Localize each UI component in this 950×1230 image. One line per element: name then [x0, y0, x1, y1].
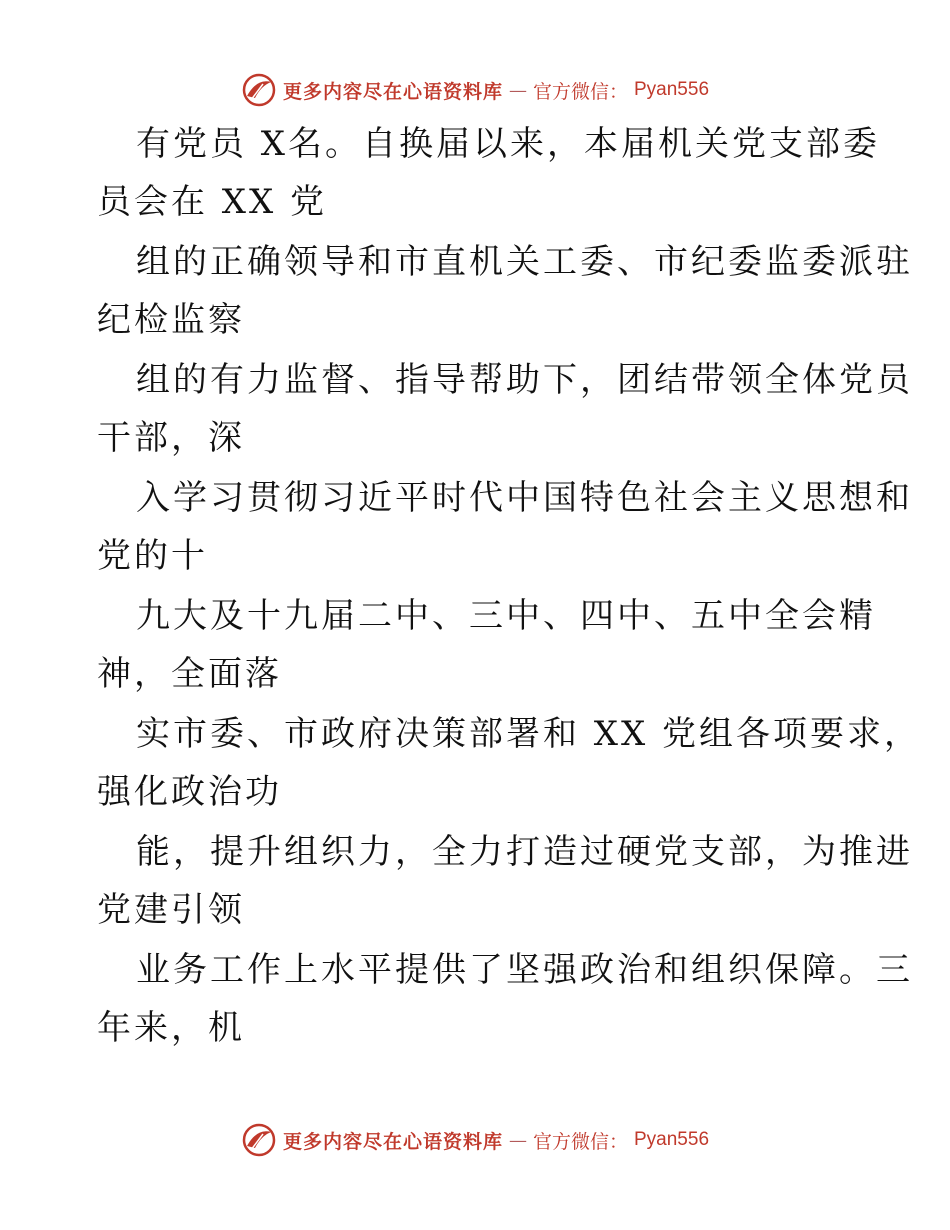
- watermark-wechat-label: 官方微信：: [532, 1130, 628, 1153]
- footer-watermark: [0, 1120, 950, 1160]
- pen-logo-icon: [241, 1122, 277, 1158]
- watermark-wechat-label: 官方微信：: [532, 80, 628, 103]
- text-line: 组的正确领导和市直机关工委、市纪委监委派驻: [136, 242, 913, 282]
- text-line: 业务工作上水平提供了坚强政治和组织保障。三: [136, 950, 913, 990]
- watermark-wechat-id: Pyan556: [634, 1129, 710, 1150]
- text-line: 年来，机: [97, 1008, 245, 1048]
- text-line: 强化政治功: [97, 772, 282, 812]
- text-line: 实市委、市政府决策部署和 XX 党组各项要求，: [136, 714, 922, 754]
- watermark-site-text: 更多内容尽在心语资料库: [282, 1130, 503, 1153]
- watermark-separator: —: [508, 79, 527, 101]
- text-line: 党建引领: [97, 890, 245, 930]
- text-line: 纪检监察: [97, 300, 245, 340]
- pen-logo-icon: [241, 72, 277, 108]
- text-line: 员会在 XX 党: [97, 182, 328, 222]
- watermark-wechat-id: Pyan556: [634, 79, 710, 100]
- text-line: 党的十: [97, 536, 208, 576]
- text-line: 九大及十九届二中、三中、四中、五中全会精: [136, 596, 876, 636]
- text-line: 干部，深: [97, 418, 245, 458]
- watermark-site-text: 更多内容尽在心语资料库: [282, 80, 503, 103]
- text-line: 组的有力监督、指导帮助下，团结带领全体党员: [136, 360, 913, 400]
- header-watermark: [0, 70, 950, 110]
- text-line: 入学习贯彻习近平时代中国特色社会主义思想和: [136, 478, 913, 518]
- text-line: 能，提升组织力，全力打造过硬党支部，为推进: [136, 832, 913, 872]
- watermark-separator: —: [508, 1129, 527, 1151]
- text-line: 有党员 X名。自换届以来，本届机关党支部委: [136, 124, 881, 164]
- text-line: 神，全面落: [97, 654, 282, 694]
